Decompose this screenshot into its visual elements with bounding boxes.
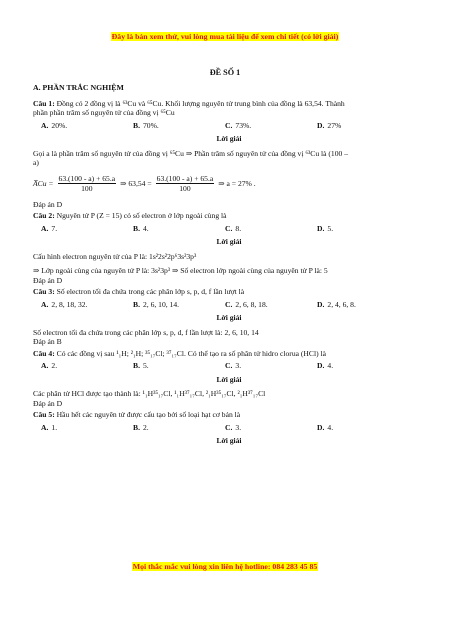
question-label: Câu 1: bbox=[33, 99, 55, 108]
option-a[interactable]: A. 7. bbox=[41, 223, 58, 233]
option-b[interactable]: B. 5. bbox=[133, 361, 149, 371]
section-heading: A. PHẦN TRẮC NGHIỆM bbox=[33, 83, 124, 92]
solution-heading: Lời giải bbox=[216, 134, 242, 144]
option-b[interactable]: B. 2, 6, 10, 14. bbox=[133, 299, 180, 309]
solution-text: Cấu hình electron nguyên tử của P là: 1s²2s²2p⁶3s²3p³ bbox=[33, 251, 197, 261]
option-c[interactable]: C. 8. bbox=[225, 223, 242, 233]
answer-line: Đáp án D bbox=[33, 275, 63, 285]
preview-notice-text: Đây là bản xem thử, vui lòng mua tài liệu để xem chi tiết (có lời giải) bbox=[111, 32, 339, 41]
question-list bbox=[33, 97, 425, 446]
question-5: Câu 5: Hầu hết các nguyên tử được cấu tạo bởi số loại hạt cơ bản là A. 1. B. 2. C. 3. D. 4. Lời giải bbox=[33, 410, 425, 445]
option-c[interactable]: C. 3. bbox=[225, 422, 242, 432]
question-text: Đồng có 2 đồng vị là ⁶³Cu và ⁶⁵Cu. Khối lượng nguyên tử trung bình của đồng là 63,54. Thành bbox=[56, 99, 345, 108]
solution-text: Các phân tử HCl được tạo thành là: ¹₁H³⁵₁₇Cl, ¹₁H³⁷₁₇Cl, ²₁H³⁵₁₇Cl, ²₁H³⁷₁₇Cl bbox=[33, 389, 266, 399]
option-a[interactable]: A. 20%. bbox=[41, 120, 68, 130]
option-b[interactable]: B. 4. bbox=[133, 223, 149, 233]
option-d[interactable]: D. 2, 4, 6, 8. bbox=[317, 299, 356, 309]
option-d[interactable]: D. 4. bbox=[317, 422, 334, 432]
contact-hotline-text: Mọi thắc mắc vui lòng xin liên hệ hotline: 084 283 45 85 bbox=[132, 562, 318, 571]
solution-text: Gọi a là phần trăm số nguyên tử của đồng vị ⁶⁵Cu ⇒ Phần trăm số nguyên tử của đồng vị ⁶³Cu là (100 – bbox=[33, 148, 349, 158]
question-text-continued: phần phần trăm số nguyên tử của đồng vị ⁶⁵Cu bbox=[33, 108, 175, 118]
solution-heading: Lời giải bbox=[216, 313, 242, 323]
solution-text-continued: ⇒ Lớp ngoài cùng của nguyên tử P là: 3s²3p³ ⇒ Số electron lớp ngoài cùng của nguyên tử P là: 5 bbox=[33, 266, 328, 276]
option-d[interactable]: D. 4. bbox=[317, 361, 334, 371]
question-3: Câu 3: Số electron tối đa chứa trong các phân lớp s, p, d, f lần lượt là A. 2, 8, 18, 32. B. 2, 6, 10, 14. C. 2, 6, 8, 18. D. 2, 4, 6, 8. Lời giải Số electron tối đa chứa trong các phân lớp s, p, d, f lần lượt là: 2, 6, 10, 14 Đáp án B bbox=[33, 287, 425, 346]
answer-options bbox=[41, 121, 425, 130]
answer-options bbox=[41, 361, 425, 370]
option-b[interactable]: B. 70%. bbox=[133, 120, 159, 130]
contact-hotline-banner bbox=[0, 562, 450, 572]
option-b[interactable]: B. 2. bbox=[133, 422, 149, 432]
option-a[interactable]: A. 2. bbox=[41, 361, 58, 371]
solution-formula: A̅Cu = $\frac{63.(100 - a) + 65.a}{100}$ ⇒ 63,54 = $\frac{63.(100 - a) + 65.a}{100}$ ⇒ a = 27% . bbox=[33, 173, 256, 194]
option-c[interactable]: C. 73%. bbox=[225, 120, 252, 130]
option-a[interactable]: A. 2, 8, 18, 32. bbox=[41, 299, 88, 309]
answer-options bbox=[41, 300, 425, 309]
exam-title: ĐỀ SỐ 1 bbox=[209, 68, 241, 77]
question-2: Câu 2: Nguyên tử P (Z = 15) có số electron ở lớp ngoài cùng là A. 7. B. 4. C. 8. D. 5. Lời giải Cấu hình electron nguyên tử của P là: 1s²2s²2p⁶3s²3p³ ⇒ Lớp ngoài cùng của nguyên tử P là: 3s²3p³ ⇒ Số electron lớp ngoài cùng của nguyên tử P là: 5 Đáp án D bbox=[33, 211, 425, 285]
answer-options bbox=[41, 423, 425, 432]
solution-text-continued: a) bbox=[33, 158, 39, 168]
option-a[interactable]: A. 1. bbox=[41, 422, 58, 432]
solution-heading: Lời giải bbox=[216, 436, 242, 446]
solution-heading: Lời giải bbox=[216, 237, 242, 247]
option-d[interactable]: D. 5. bbox=[317, 223, 334, 233]
answer-line: Đáp án D bbox=[33, 398, 63, 408]
question-1 bbox=[33, 99, 425, 209]
option-c[interactable]: C. 3. bbox=[225, 361, 242, 371]
answer-line: Đáp án B bbox=[33, 337, 62, 347]
preview-notice-banner bbox=[0, 32, 450, 42]
answer-line: Đáp án D bbox=[33, 199, 63, 209]
question-4: Câu 4: Có các đồng vị sau ¹₁H; ²₁H; ³⁵₁₇Cl; ³⁷₁₇Cl. Có thể tạo ra số phân tử hidro clorua (HCl) là A. 2. B. 5. C. 3. D. 4. Lời giải Các phân tử HCl được tạo thành là: ¹₁H³⁵₁₇Cl, ¹₁H³⁷₁₇Cl, ²₁H³⁵₁₇Cl, ²₁H³⁷₁₇Cl Đáp án D bbox=[33, 349, 425, 408]
option-c[interactable]: C. 2, 6, 8, 18. bbox=[225, 299, 268, 309]
answer-options bbox=[41, 224, 425, 233]
option-d[interactable]: D. 27% bbox=[317, 120, 342, 130]
solution-text: Số electron tối đa chứa trong các phân lớp s, p, d, f lần lượt là: 2, 6, 10, 14 bbox=[33, 327, 259, 337]
solution-heading: Lời giải bbox=[216, 374, 242, 384]
